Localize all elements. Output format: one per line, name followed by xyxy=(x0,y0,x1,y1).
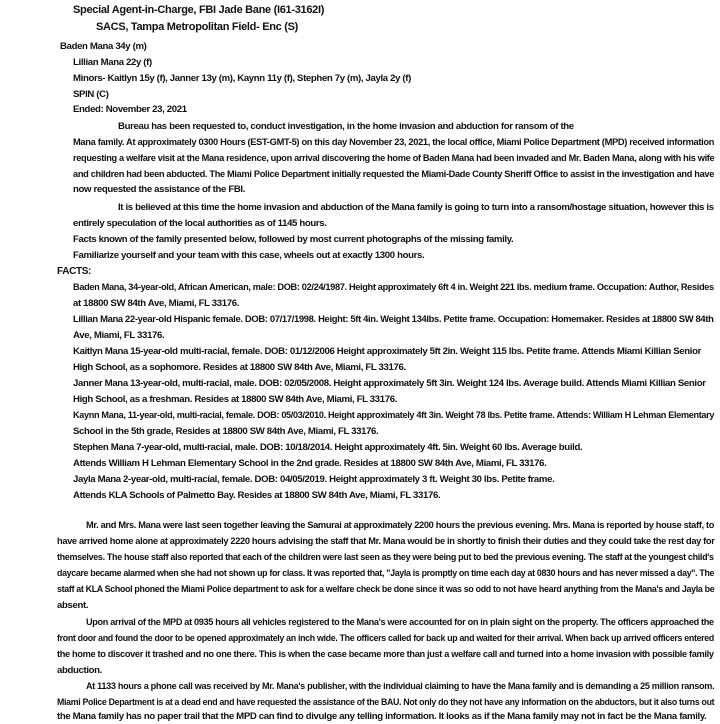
intro-line: Bureau has been requested to, conduct investigation, in the home invasion and abduction for ransom of the xyxy=(118,121,574,132)
narrative-line: have arrived home alone at approximately 2220 hours advising the staff that Mr. Mana would be in shortly to finish their duties and they could take the rest day for xyxy=(57,536,715,547)
narrative-line: staff at KLA School phoned the Miami Police department to ask for a welfare check be done since it was so odd to not have heard anything from the Mana's and Jayla be xyxy=(57,584,715,595)
fact-line: High School, as a sophomore. Resides at 18800 SW 84th Ave, Miami, FL 33176. xyxy=(73,362,406,373)
fact-line: Attends William H Lehman Elementary School in the 2nd grade. Resides at 18800 SW 84th Ave, Miami, FL 33176. xyxy=(73,458,547,469)
fact-line: Lillian Mana 22-year-old Hispanic female. DOB: 07/17/1998. Height: 5ft 4in. Weight 134lbs. Petite frame. Occupation: Homemaker. Resides at 18800 SW 84th xyxy=(73,314,714,325)
fact-line: Baden Mana, 34-year-old, African American, male: DOB: 02/24/1987. Height approximately 6ft 4 in. Weight 221 lbs. medium frame. Occupation: Author, Resides xyxy=(73,282,714,293)
family-minors: Minors- Kaitlyn 15y (f), Janner 13y (m), Kaynn 11y (f), Stephen 7y (m), Jayla 2y (f) xyxy=(73,73,411,84)
fact-line: School in the 5th grade, Resides at 18800 SW 84th Ave, Miami, FL 33176. xyxy=(73,426,379,437)
narrative-line: At 1133 hours a phone call was received by Mr. Mana's publisher, with the individual claiming to have the Mana family and is demanding a 25 million ransom. xyxy=(86,681,715,692)
narrative-line: absent. xyxy=(57,600,89,611)
narrative-line: Miami Police Department is at a dead end and have requested the assistance of the BAU. Not only do they not have any information on the abductors, but it also turns out xyxy=(57,697,715,708)
fact-line: Jayla Mana 2-year-old, multi-racial, female. DOB: 04/05/2019. Height approximately 3 ft. Weight 30 lbs. Petite frame. xyxy=(73,474,555,485)
intro-line: Mana family. At approximately 0300 Hours (EST-GMT-5) on this day November 23, 2021, the local office, Miami Police Department (MPD) received information xyxy=(73,137,715,148)
fact-line: Stephen Mana 7-year-old, multi-racial, male. DOB: 10/18/2014. Height approximately 4ft. 5in. Weight 60 lbs. Average build. xyxy=(73,442,583,453)
narrative-line: Mr. and Mrs. Mana were last seen together leaving the Samurai at approximately 2200 hours the previous evening. Mrs. Mana is reported by house staff, to xyxy=(86,520,715,531)
narrative-line: the home to discover it trashed and no one there. This is when the case became more than just a welfare call and turned into a home invasion with possible family xyxy=(57,649,714,660)
fact-line: High School, as a freshman. Resides at 18800 SW 84th Ave, Miami, FL 33176. xyxy=(73,394,398,405)
header-agent-line: Special Agent-in-Charge, FBI Jade Bane (I61-3162I) xyxy=(73,4,325,16)
narrative-line: Upon arrival of the MPD at 0935 hours all vehicles registered to the Mana's were accounted for on in plain sight on the property. The officers approached the xyxy=(86,617,714,628)
belief-line: entirely speculation of the local authorities as of 1145 hours. xyxy=(73,218,327,229)
narrative-line: themselves. The house staff also reported that each of the children were last seen as they were being put to bed the previous evening. The staff at the youngest child's xyxy=(57,552,714,563)
family-father: Baden Mana 34y (m) xyxy=(60,41,147,52)
intro-line: requesting a welfare visit at the Mana residence, upon arrival discovering the home of Baden Mana had been invaded and Mr. Baden Mana, along with his wife xyxy=(73,153,715,164)
fact-line: Ave, Miami, FL 33176. xyxy=(73,330,165,341)
fact-line: Attends KLA Schools of Palmetto Bay. Resides at 18800 SW 84th Ave, Miami, FL 33176. xyxy=(73,490,441,501)
family-ended: Ended: November 23, 2021 xyxy=(73,104,187,115)
intro-line: now requested the assistance of the FBI. xyxy=(73,184,246,195)
family-spin: SPIN (C) xyxy=(73,89,109,100)
belief-line: Facts known of the family presented below, followed by most current photographs of the missing family. xyxy=(73,234,514,245)
family-mother: Lillian Mana 22y (f) xyxy=(73,57,152,68)
fact-line: Kaitlyn Mana 15-year-old multi-racial, female. DOB: 01/12/2006 Height approximately 5ft 2in. Weight 115 lbs. Petite frame. Attends Miami Killian Senior xyxy=(73,346,701,357)
belief-line: It is believed at this time the home invasion and abduction of the Mana family is going to turn into a ransom/hostage situation, however this is xyxy=(118,202,714,213)
belief-line: Familiarize yourself and your team with this case, wheels out at exactly 1300 hours. xyxy=(73,250,425,261)
narrative-line: the Mana family has no paper trail that the MPD can find to divulge any telling information. It looks as if the Mana family may not in fact be the Mana family. xyxy=(57,711,707,722)
facts-heading: FACTS: xyxy=(57,266,92,277)
fact-line: Janner Mana 13-year-old, multi-racial, male. DOB: 02/05/2008. Height approximately 5ft 3in. Weight 124 lbs. Average build. Attends Miami Killian Senior xyxy=(73,378,706,389)
narrative-line: daycare became alarmed when she had not shown up for class. It was reported that, "Jayla is promptly on time each day at 0830 hours and has never missed a day". The xyxy=(57,568,715,579)
fact-line: Kaynn Mana, 11-year-old, multi-racial, female. DOB: 05/03/2010. Height approximately 4ft 3in. Weight 78 lbs. Petite frame. Attends: William H Lehman Elementary xyxy=(73,410,715,421)
narrative-line: front door and found the door to be opened approximately an inch wide. The officers called for back up and waited for their arrival. When back up arrived officers entered xyxy=(57,633,714,644)
intro-line: and children had been abducted. The Miami Police Department initially requested the Miami-Dade County Sheriff Office to assist in the investigation and have xyxy=(73,169,715,180)
narrative-line: abduction. xyxy=(57,665,102,676)
fact-line: at 18800 SW 84th Ave, Miami, FL 33176. xyxy=(73,298,240,309)
header-office-line: SACS, Tampa Metropolitan Field- Enc (S) xyxy=(96,21,299,33)
